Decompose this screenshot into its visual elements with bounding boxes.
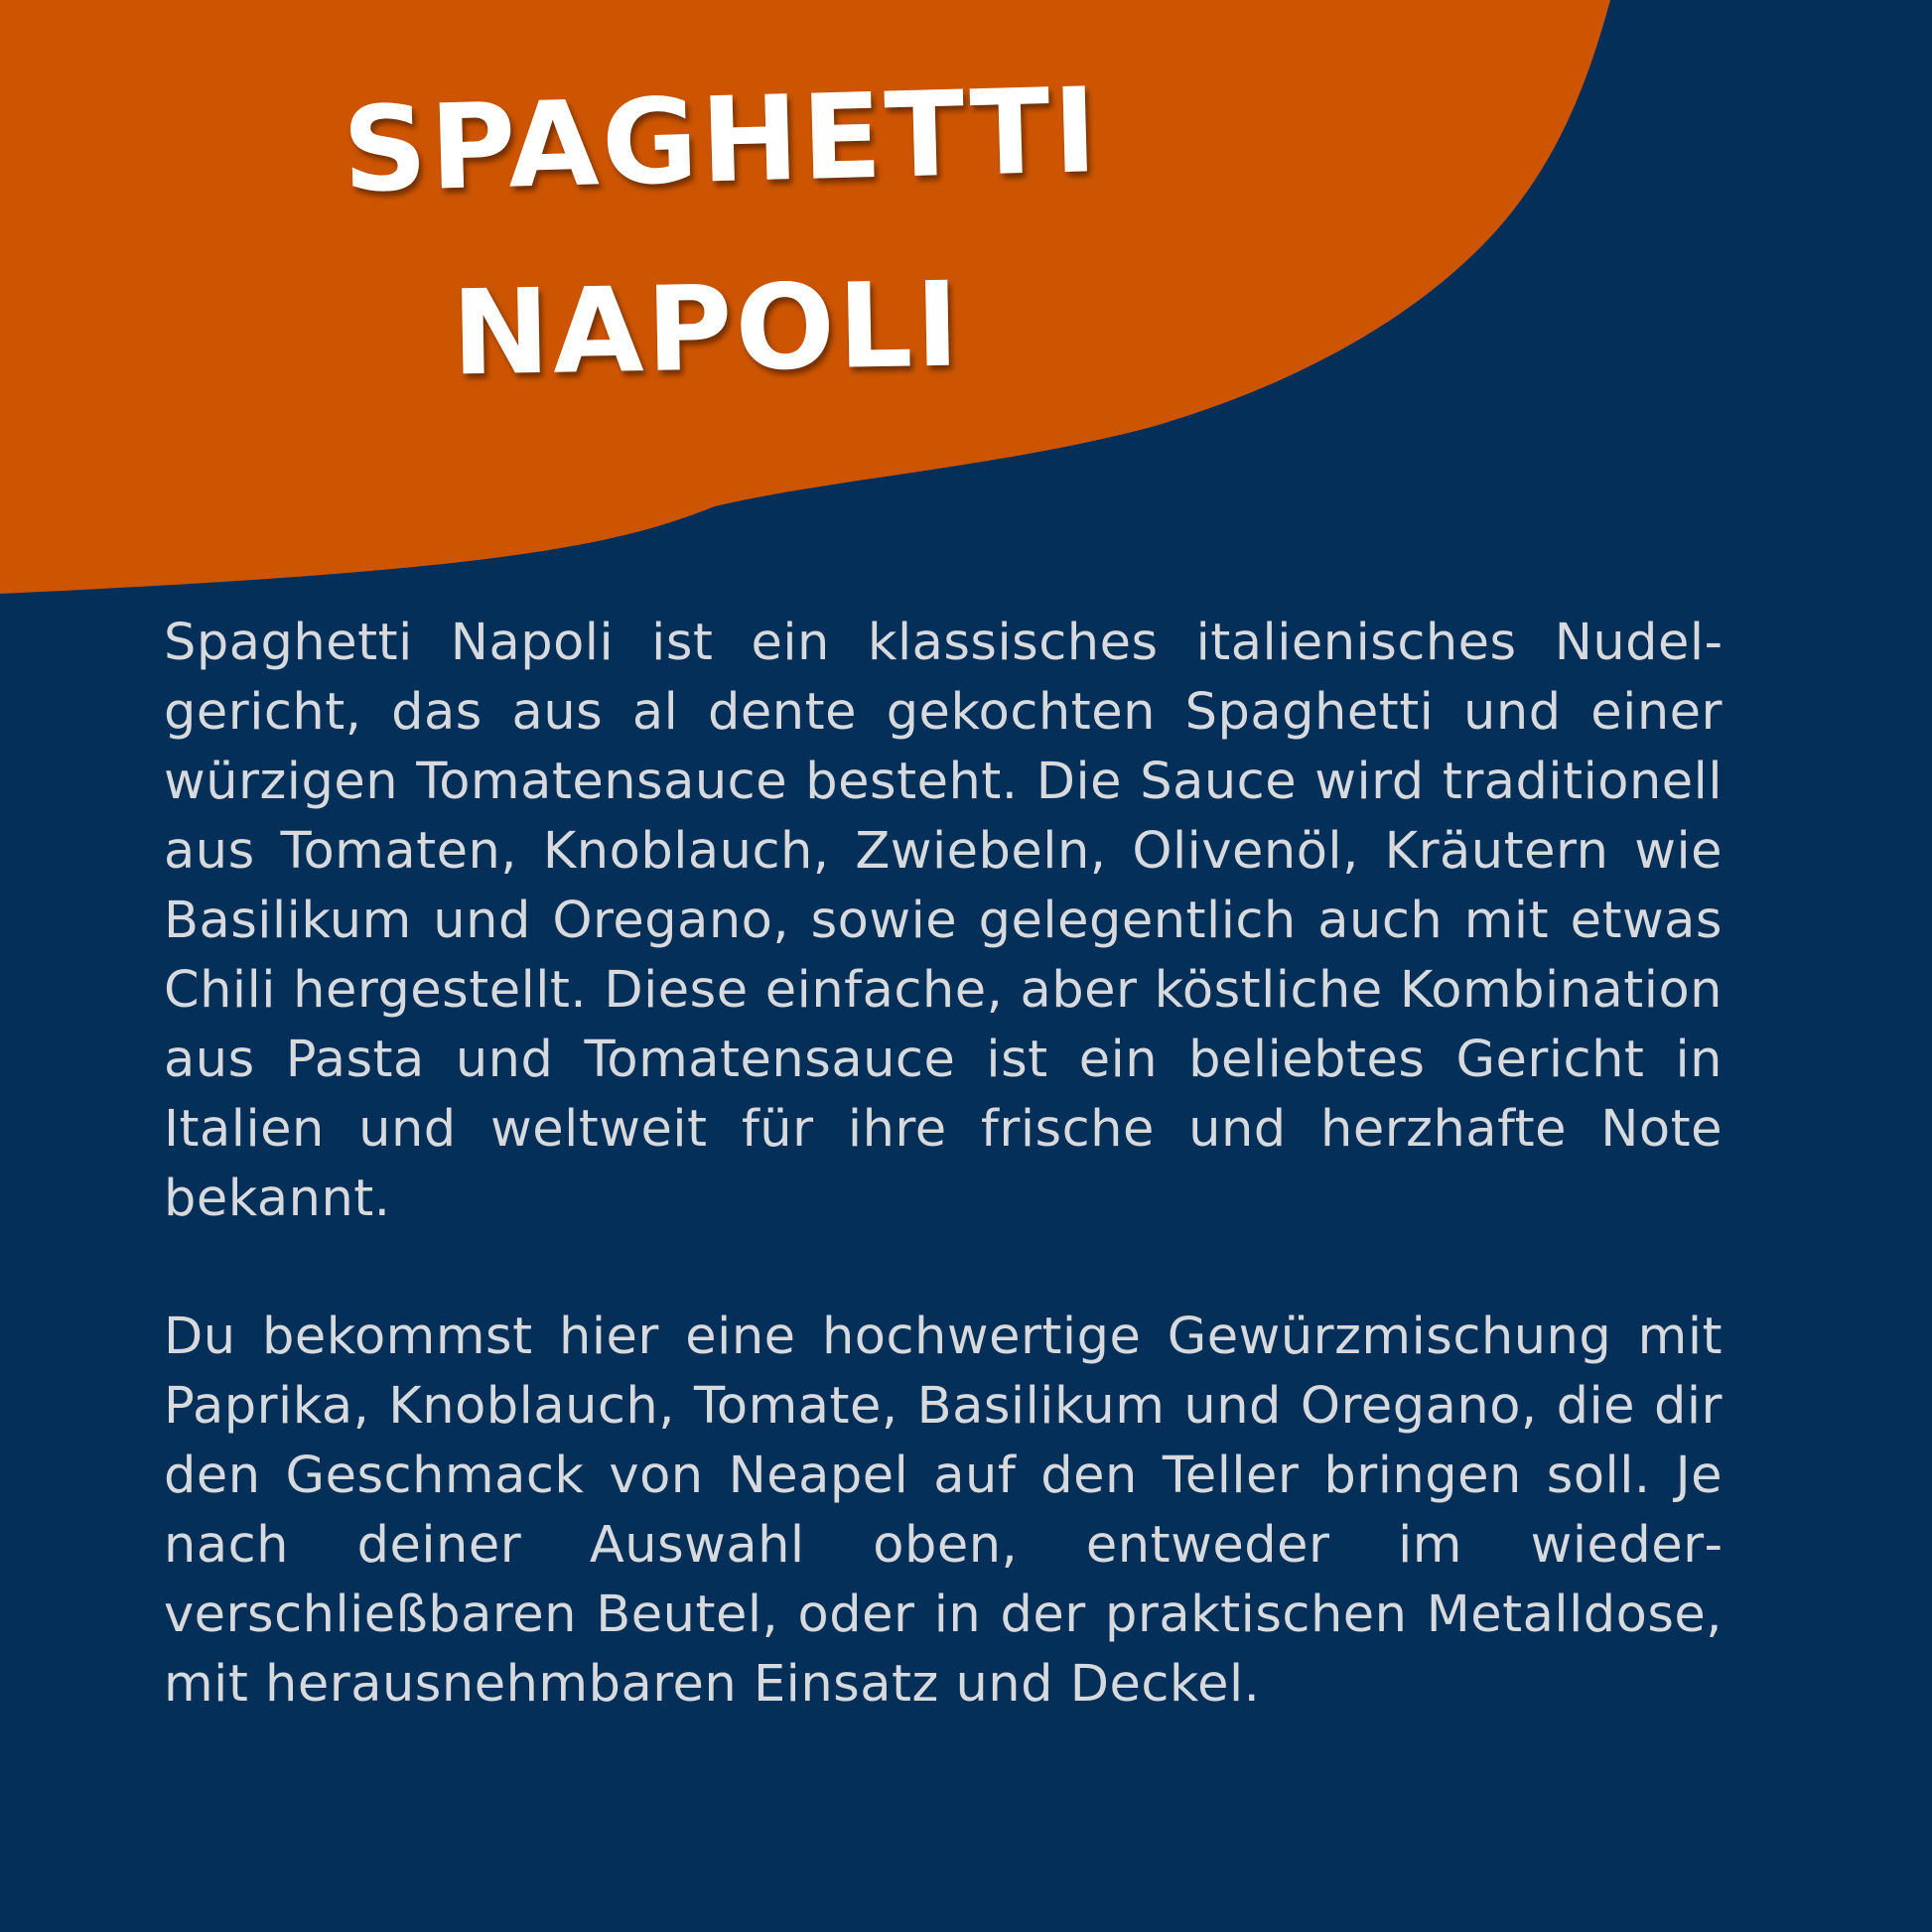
description-paragraph-1: Spaghetti Napoli ist ein klassisches italienisches Nudelgericht, das aus al dente gekochten Spaghetti und einer würzigen Tomatensauce besteht. Die Sauce wird traditionell aus Tomaten, Knoblauch, Zwiebeln, Olivenöl, Kräutern wie Basilikum und Oregano, sowie gelegentlich auch mit etwas Chili hergestellt. Diese einfache, aber köstliche Kombination aus Pasta und Tomatensauce ist ein beliebtes Gericht in Italien und weltweit für ihre frische und herzhafte Note bekannt. xyxy=(164,614,1723,1228)
description-paragraph-2: Du bekommst hier eine hochwertige Gewürzmischung mit Paprika, Knoblauch, Tomate, Basilikum und Oregano, die dir den Geschmack von Neapel auf den Teller bringen soll. Je nach deiner Auswahl oben, entweder im wiederverschließbaren Beutel, oder in der praktischen Metalldose, mit herausnehmbaren Einsatz und Deckel. xyxy=(164,1308,1723,1714)
product-title-line-1: SPAGHETTI xyxy=(341,62,1102,218)
product-title-line-2: NAPOLI xyxy=(450,255,964,402)
